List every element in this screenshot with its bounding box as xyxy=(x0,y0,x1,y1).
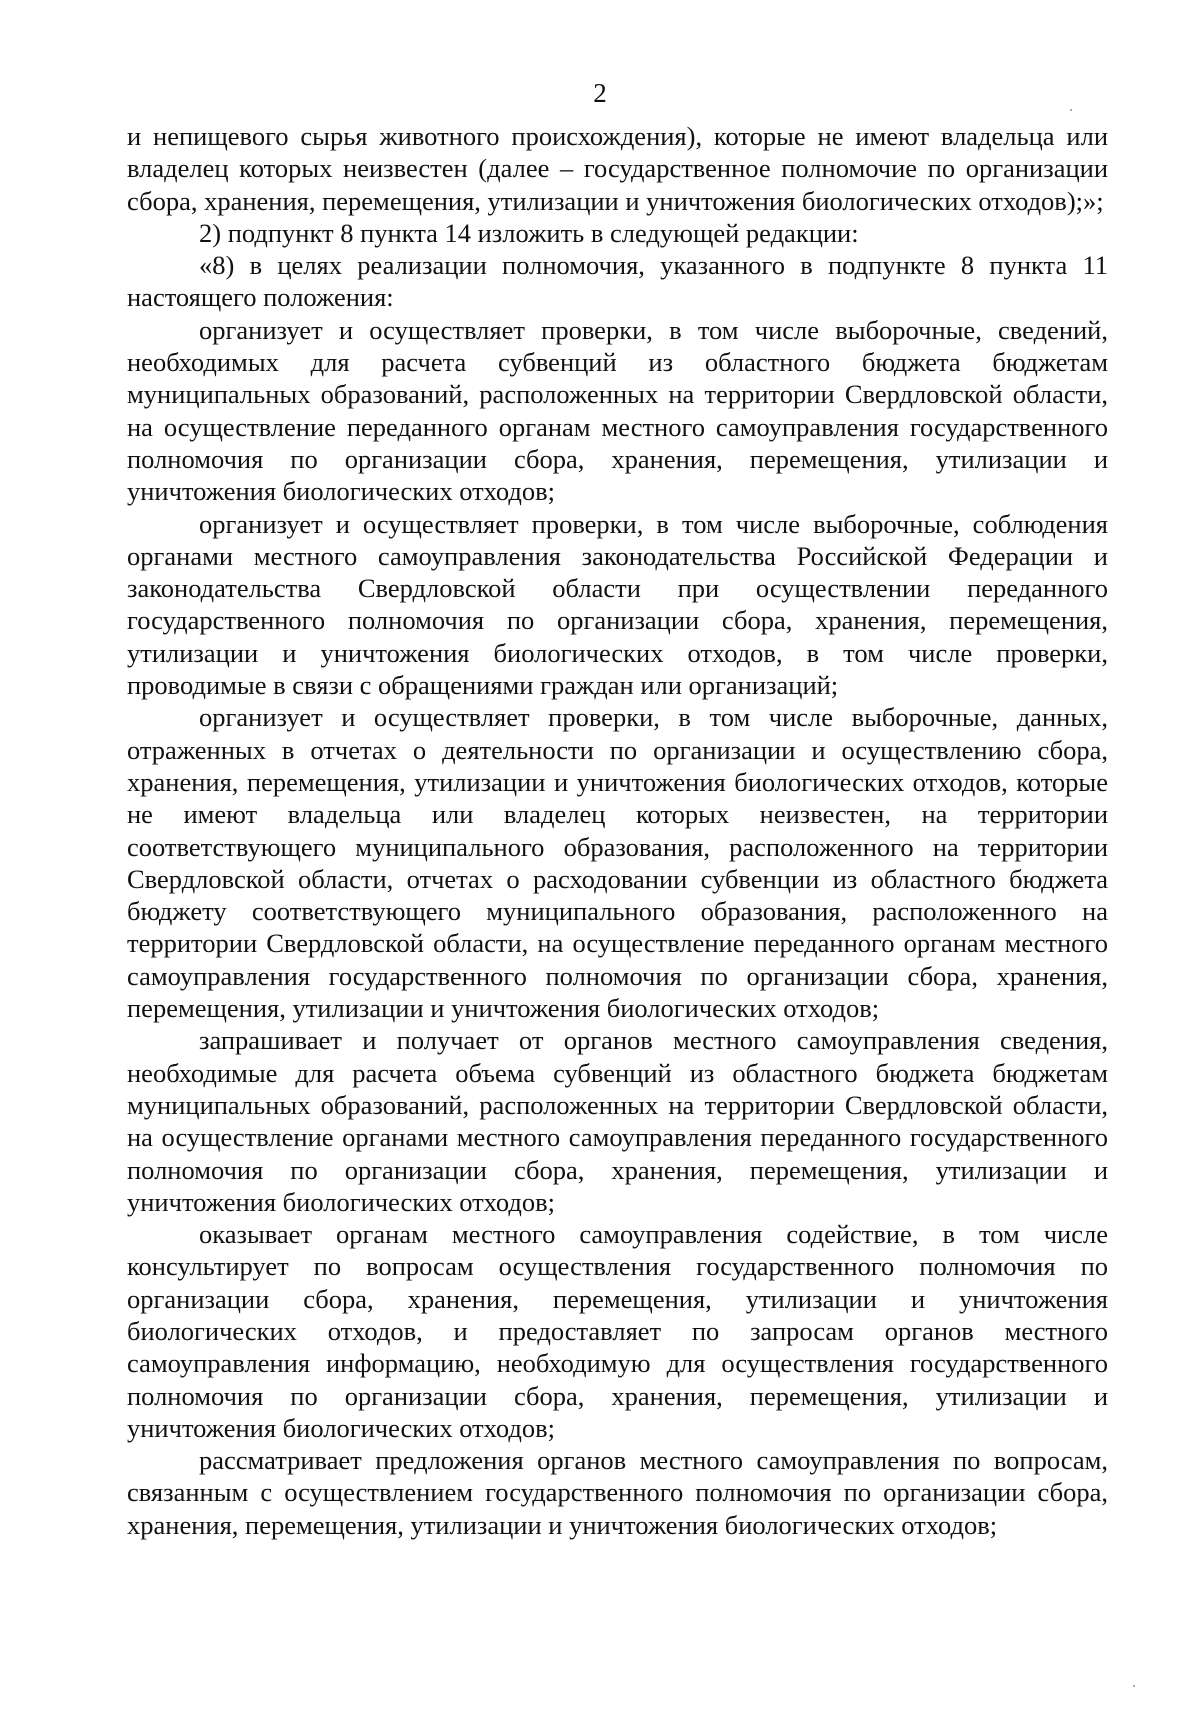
paragraph: 2) подпункт 8 пункта 14 изложить в следующей редакции: xyxy=(199,217,859,248)
paragraph: «8) в целях реализации полномочия, указанного в подпункте 8 пункта 11 настоящего положения: xyxy=(127,250,1108,313)
paragraph: и непищевого сырья животного происхождения), которые не имеют владельца или владелец которых неизвестен (далее – государственное полномочие по организации сбора, хранения, перемещения, утилизации и уничтожения биологических отходов);»; xyxy=(127,121,1108,216)
scan-speck xyxy=(1133,1685,1135,1687)
paragraph: организует и осуществляет проверки, в том числе выборочные, соблюдения органами местного самоуправления законодательства Российской Федерации и законодательства Свердловской области при осуществлении переданного государственного полномочия по организации сбора, хранения, перемещения, утилизации и уничтожения биологических отходов, в том числе проверки, проводимые в связи с обращениями граждан или организаций; xyxy=(127,508,1108,701)
paragraph: рассматривает предложения органов местного самоуправления по вопросам, связанным с осуществлением государственного полномочия по организации сбора, хранения, перемещения, утилизации и уничтожения биологических отходов; xyxy=(127,1445,1108,1540)
document-body xyxy=(127,120,1108,1541)
page-number: 2 xyxy=(593,78,607,108)
paragraph: организует и осуществляет проверки, в том числе выборочные, данных, отраженных в отчетах о деятельности по организации и осуществлению сбора, хранения, перемещения, утилизации и уничтожения биологических отходов, которые не имеют владельца или владелец которых неизвестен, на территории соответствующего муниципального образования, расположенного на территории Свердловской области, отчетах о расходовании субвенции из областного бюджета бюджету соответствующего муниципального образования, расположенного на территории Свердловской области, на осуществление переданного органам местного самоуправления государственного полномочия по организации сбора, хранения, перемещения, утилизации и уничтожения биологических отходов; xyxy=(127,702,1108,1024)
paragraph: запрашивает и получает от органов местного самоуправления сведения, необходимые для расчета объема субвенций из областного бюджета бюджетам муниципальных образований, расположенных на территории Свердловской области, на осуществление органами местного самоуправления переданного государственного полномочия по организации сбора, хранения, перемещения, утилизации и уничтожения биологических отходов; xyxy=(127,1025,1108,1217)
paragraph: организует и осуществляет проверки, в том числе выборочные, сведений, необходимых для расчета субвенций из областного бюджета бюджетам муниципальных образований, расположенных на территории Свердловской области, на осуществление переданного органам местного самоуправления государственного полномочия по организации сбора, хранения, перемещения, утилизации и уничтожения биологических отходов; xyxy=(127,314,1108,507)
scan-speck xyxy=(1070,109,1072,111)
paragraph: оказывает органам местного самоуправления содействие, в том числе консультирует по вопросам осуществления государственного полномочия по организации сбора, хранения, перемещения, утилизации и уничтожения биологических отходов, и предоставляет по запросам органов местного самоуправления информацию, необходимую для осуществления государственного полномочия по организации сбора, хранения, перемещения, утилизации и уничтожения биологических отходов; xyxy=(127,1219,1108,1443)
